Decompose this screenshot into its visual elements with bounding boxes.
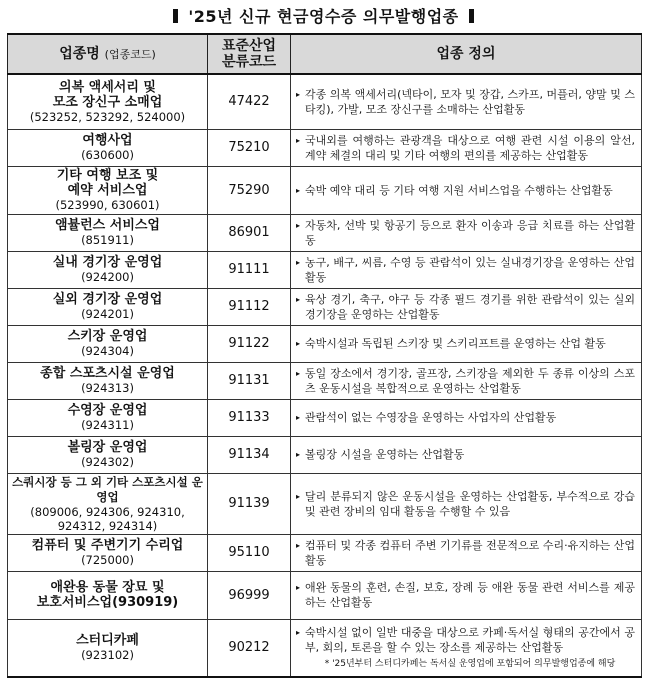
ksic-code-cell: 90212 (208, 619, 291, 677)
definition-cell (291, 129, 642, 166)
industry-name-cell (8, 214, 208, 251)
industry-name-cell (8, 74, 208, 129)
table-row (8, 571, 642, 619)
industry-code: (923102) (81, 648, 134, 663)
table-row (8, 436, 642, 473)
industry-code: (924201) (81, 307, 134, 321)
table-row (8, 619, 642, 677)
table-row (8, 214, 642, 251)
industry-code: (523252, 523292, 524000) (29, 109, 186, 124)
definition-cell (291, 619, 642, 677)
definition-cell (291, 571, 642, 619)
definition-text: 숙박시설과 독립된 스키장 및 스키리프트를 운영하는 산업 활동 (305, 337, 606, 350)
bullet-icon: ▸ (296, 220, 301, 230)
industry-code: (924200) (81, 270, 134, 284)
definition-text: 국내외를 여행하는 관광객을 대상으로 여행 관련 시설 이용의 알선, 계약 체결의 대리 및 기타 여행의 편의를 제공하는 산업활동 (305, 133, 635, 162)
bullet-icon: ▸ (296, 491, 301, 501)
bullet-icon: ▸ (296, 368, 301, 378)
ksic-code-cell: 91111 (208, 251, 291, 288)
industry-name-cell (8, 473, 208, 534)
definition-text: 볼링장 시설을 운영하는 산업활동 (305, 448, 465, 461)
industry-code: (924313) (81, 381, 134, 395)
definition-cell (291, 534, 642, 571)
ksic-code-cell: 75210 (208, 129, 291, 166)
industry-name-cell (8, 325, 208, 362)
table-row (8, 74, 642, 129)
industry-name-cell (8, 534, 208, 571)
ksic-code-cell: 91139 (208, 473, 291, 534)
table-row (8, 288, 642, 325)
definition-cell (291, 288, 642, 325)
ksic-code-cell: 91112 (208, 288, 291, 325)
industry-name: 앰뷸런스 서비스업 (55, 218, 160, 233)
definition-text: 달리 분류되지 않은 운동시설을 운영하는 산업활동, 부수적으로 강습 및 관련 장비의 임대 활동을 수행할 수 있음 (305, 489, 635, 518)
industry-name: 의복 액세서리 및 (59, 79, 156, 95)
title-text: '25년 신규 현금영수증 의무발행업종 (188, 7, 459, 26)
definition-text: 농구, 배구, 씨름, 수영 등 관람석이 있는 실내경기장을 운영하는 산업활동 (305, 255, 635, 284)
ksic-code-cell: 95110 (208, 534, 291, 571)
definition-text: 컴퓨터 및 각종 컴퓨터 주변 기기류를 전문적으로 수리·유지하는 산업활동 (305, 538, 635, 567)
definition-cell (291, 362, 642, 399)
definition-cell (291, 251, 642, 288)
ksic-code-cell: 91133 (208, 399, 291, 436)
industry-code: (924311) (81, 418, 134, 432)
industry-name-cell (8, 436, 208, 473)
bullet-icon: ▸ (296, 339, 301, 348)
definition-text: 관람석이 없는 수영장을 운영하는 사업자의 산업활동 (305, 411, 557, 424)
bullet-icon: ▸ (296, 257, 301, 267)
definition-text: 숙박 예약 대리 등 기타 여행 지원 서비스업을 수행하는 산업활동 (305, 183, 613, 197)
table-row (8, 251, 642, 288)
industry-name-cell (8, 619, 208, 677)
table-header-row (8, 34, 642, 74)
industry-name: 여행사업 (82, 133, 133, 148)
title-bar-right (469, 9, 474, 23)
ksic-code-cell: 91131 (208, 362, 291, 399)
ksic-code-cell: 91134 (208, 436, 291, 473)
industry-name: 예약 서비스업 (67, 183, 148, 198)
industry-name-cell (8, 251, 208, 288)
definition-cell (291, 214, 642, 251)
industry-code: (851911) (81, 233, 134, 247)
definition-cell (291, 74, 642, 129)
page-title (0, 4, 647, 28)
industry-name: 볼링장 운영업 (67, 440, 148, 455)
definition-cell (291, 473, 642, 534)
industry-code: (630600) (81, 148, 134, 162)
header-name: 업종명 (업종코드) (8, 34, 208, 74)
industry-name-cell (8, 362, 208, 399)
industry-name-cell (8, 399, 208, 436)
definition-cell (291, 399, 642, 436)
industry-code: (523990, 630601) (55, 198, 160, 212)
industry-name: 실외 경기장 운영업 (52, 292, 163, 307)
industry-code: 924312, 924314) (57, 518, 158, 533)
definition-text: 육상 경기, 축구, 야구 등 각종 필드 경기를 위한 관람석이 있는 실외 경기장을 운영하는 산업활동 (305, 292, 635, 321)
bullet-icon: ▸ (296, 450, 301, 459)
ksic-code-cell: 96999 (208, 571, 291, 619)
bullet-icon: ▸ (296, 628, 301, 638)
footnote: * '25년부터 스터디카페는 독서실 운영업에 포함되어 의무발행업종에 해당 (324, 659, 616, 670)
table-row (8, 399, 642, 436)
table-row (8, 473, 642, 534)
industry-name: 모조 장신구 소매업 (52, 94, 163, 110)
table-row (8, 325, 642, 362)
industry-name: 스키장 운영업 (67, 329, 148, 344)
definition-text: 동일 장소에서 경기장, 골프장, 스키장을 제외한 두 종류 이상의 스포츠 운동시설을 복합적으로 운영하는 산업활동 (305, 366, 635, 395)
title-bar-left (173, 9, 178, 23)
industry-code: (924304) (81, 344, 134, 358)
table-row (8, 166, 642, 214)
ksic-code-cell: 86901 (208, 214, 291, 251)
header-ksic: 표준산업 분류코드 (208, 34, 291, 74)
industry-name: 스터디카페 (76, 633, 139, 649)
bullet-icon: ▸ (296, 294, 301, 304)
industry-name: 보호서비스업(930919) (36, 595, 179, 610)
bullet-icon: ▸ (296, 413, 301, 422)
industry-name: 수영장 운영업 (67, 403, 148, 418)
industry-name: 컴퓨터 및 주변기기 수리업 (31, 538, 184, 553)
definition-text: 각종 의복 액세서리(넥타이, 모자 및 장갑, 스카프, 머플러, 양말 및 스타킹), 가발, 모조 장신구를 소매하는 산업활동 (305, 87, 635, 116)
ksic-code-cell: 75290 (208, 166, 291, 214)
industry-name: 애완용 동물 장묘 및 (50, 580, 165, 595)
definition-cell (291, 436, 642, 473)
industry-name-cell (8, 166, 208, 214)
industry-name-cell (8, 129, 208, 166)
industry-table (7, 33, 642, 678)
industry-code: (725000) (81, 553, 134, 567)
definition-cell (291, 166, 642, 214)
ksic-code-cell: 91122 (208, 325, 291, 362)
industry-code: (924302) (81, 455, 134, 469)
bullet-icon: ▸ (296, 583, 301, 592)
industry-name-cell (8, 571, 208, 619)
bullet-icon: ▸ (296, 540, 301, 550)
industry-name-cell (8, 288, 208, 325)
definition-text: 자동차, 선박 및 항공기 등으로 환자 이송과 응급 치료를 하는 산업활동 (305, 218, 635, 247)
industry-code: (809006, 924306, 924310, (30, 504, 185, 519)
definition-text: 숙박시설 없이 일반 대중을 대상으로 카페·독서실 형태의 공간에서 공부, 회의, 토론을 할 수 있는 장소를 제공하는 산업활동 (305, 626, 635, 655)
industry-name: 스쿼시장 등 그 외 기타 스포츠시설 운영업 (12, 474, 203, 504)
industry-name: 실내 경기장 운영업 (52, 255, 163, 270)
header-definition: 업종 정의 (291, 34, 642, 74)
table-row (8, 362, 642, 399)
industry-name: 기타 여행 보조 및 (56, 168, 159, 183)
industry-name: 종합 스포츠시설 운영업 (40, 366, 175, 381)
table-row (8, 534, 642, 571)
table-row (8, 129, 642, 166)
bullet-icon: ▸ (296, 89, 301, 99)
ksic-code-cell: 47422 (208, 74, 291, 129)
bullet-icon: ▸ (296, 135, 301, 145)
bullet-icon: ▸ (296, 185, 301, 195)
definition-cell (291, 325, 642, 362)
definition-text: 애완 동물의 훈련, 손질, 보호, 장례 등 애완 동물 관련 서비스를 제공하는 산업활동 (305, 581, 635, 609)
